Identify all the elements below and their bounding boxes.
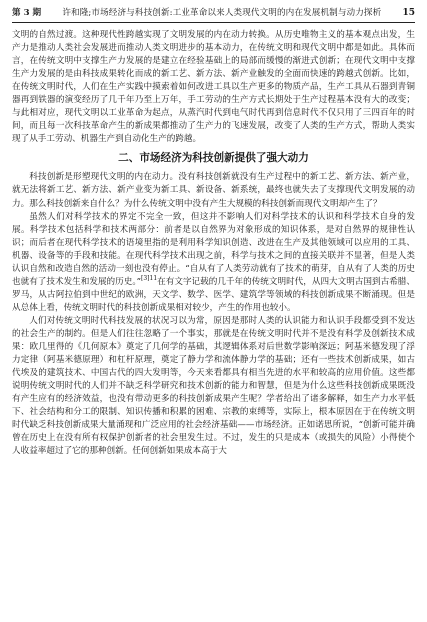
page-number: 15 xyxy=(402,8,415,18)
section-heading: 二、市场经济为科技创新提供了强大动力 xyxy=(118,152,309,165)
running-title: 许和隆;市场经济与科技创新:工业革命以来人类现代文明的内在发展机制与动力探析 xyxy=(62,8,382,18)
paragraphs-after-heading xyxy=(12,171,415,458)
body-paragraph: 科技创新是形塑现代文明的内在动力。没有科技创新就没有生产过程中的新工艺、新方法、新产业，就无法将新工艺、新方法、新产业变为新工具、新设备、新系统，最终也就失去了支撑现代文明发展的动力。那么科技创新来自什么？为什么传统文明中没有产生大规模的科技创新而现代文明却产生了？ xyxy=(12,172,415,209)
article-body xyxy=(12,29,415,458)
body-paragraph: 虽然人们对科学技术的界定不完全一致，但这并不影响人们对科学技术的认识和科学技术自身的发展。科学技术包括科学和技术两部分：前者是以自然界为对象形成的知识体系，是对自然界的规律性认识；而后者在现代科学技术的语境里指的是利用科学知识创造、改进在生产及其他领域可以应用的工具、机器、设备等的手段和技能。在现代科学技术出现之前，科学与技术之间的直接关联并不显著，但是人类认识自然和改造自然的活动一刻也没有停止。“自从有了人类劳动就有了技术的萌芽，自从有了人类的历史也就有了技术发生和发展的历史。”$^{[3]11}$在有文字记载的几千年的传统文明时代，从四大文明古国到古希腊、罗马，从古阿拉伯到中世纪的欧洲，天文学、数学、医学、建筑学等领域的科技创新成果不断涌现。但是从总体上看，传统文明时代的科技创新成果相对较少，产生的作用也较小。 xyxy=(12,211,415,313)
issue-label: 第 3 期 xyxy=(12,8,42,18)
running-header xyxy=(12,8,415,23)
body-paragraph: 文明的自然过渡。这种现代性跨越实现了文明发展的内在动力转换。从历史唯物主义的基本观点出发，生产力是推动人类社会发展进而推动人类文明进步的基本动力，在传统文明和现代文明中都是如此。具体而言，在传统文明中支撑生产力发展的是建立在经验基础上的局部而缓慢的渐进式创新；在现代文明中支撑生产力发展的是由科技成果转化而成的新工艺、新方法、新产业触发的全面而快速的跨越式创新。比如，在传统文明时代，人们在生产实践中摸索着如何改进工具以生产更多的物质产品，生产工具从石器到青铜器再到铁器的演变经历了几千年乃至上万年，手工劳动的生产方式长期处于生产过程基本没有大的改变；与此相对应，现代文明以工业革命为起点，从蒸汽时代到电气时代再到信息时代不仅只用了三四百年的时间，而且每一次科技革命产生的新成果都推动了生产力的飞速发展，改变了人类的生产方式，帮助人类实现了从手工劳动、机器生产到自动化生产的跨越。 xyxy=(12,30,415,145)
paragraphs-before-heading xyxy=(12,29,415,146)
body-paragraph: 人们对传统文明时代科技发展的状况习以为常，原因是那时人类的认识能力和认识手段都受到不发达的社会生产的制约。但是人们往往忽略了一个事实，那就是在传统文明时代并不是没有科学及创新技术成果：欧几里得的《几何原本》奠定了几何学的基础，其逻辑体系对后世数学影响深远；阿基米德发现了浮力定律（阿基米德原理）和杠杆原理，奠定了静力学和流体静力学的基础；还有一些技术创新成果，如古代埃及的建筑技术、中国古代的四大发明等，今天来看都具有相当先进的水平和较高的应用价值。这些都说明传统文明时代的人们并不缺乏科学研究和技术创新的能力和智慧，但是为什么这些科技创新成果既没有产生应有的经济效益，也没有带动更多的科技创新成果产生呢？学者给出了诸多解释，如生产力水平低下、社会结构和分工的限制、知识传播和积累的困难、宗教的束缚等，实际上，根本原因在于在传统文明时代缺乏科技创新成果大量涌现和广泛应用的社会经济基础——市场经济。正如诺思所说，“创新可能并确曾在历史上在没有所有权保护创新者的社会里发生过。不过，发生的只是成本（或损失的风险）小得使个人收益率超过了它的那种创新。任何创新如果成本高于大 xyxy=(12,315,415,457)
